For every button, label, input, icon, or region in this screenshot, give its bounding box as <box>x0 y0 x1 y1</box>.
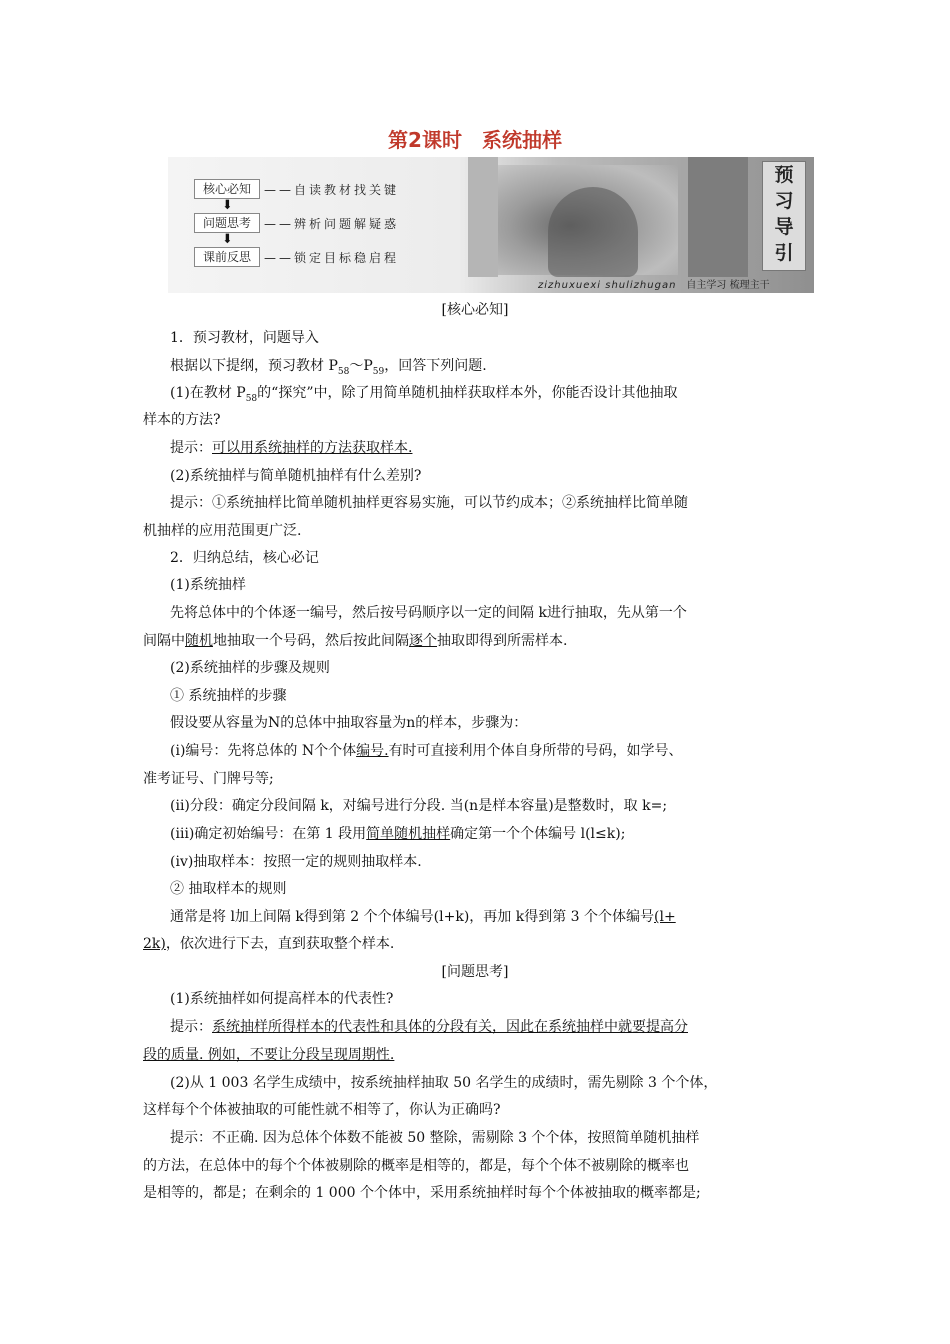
banner-box-core: 核心必知 <box>194 179 260 199</box>
text-line: (ⅰ)编号：先将总体的 N个个体编号.有时可直接利用个体自身所带的号码，如学号、 <box>170 743 683 759</box>
text-line: 提示：系统抽样所得样本的代表性和具体的分段有关，因此在系统抽样中就要提高分 <box>170 1019 688 1035</box>
text-line: 提示：①系统抽样比简单随机抽样更容易实施，可以节约成本；②系统抽样比简单随 <box>170 495 688 511</box>
section-heading-core: [核心必知] <box>441 302 509 318</box>
banner-text-reflect: ——锁定目标稳启程 <box>264 251 400 265</box>
text-line: 样本的方法? <box>143 412 221 428</box>
text-line: 1．预习教材，问题导入 <box>170 330 319 346</box>
badge-char: 预 <box>774 164 794 186</box>
text-line: 机抽样的应用范围更广泛. <box>143 523 302 539</box>
text-line: (1)在教材 $P_{58}$的“探究”中，除了用简单随机抽样获取样本外，你能否设计其他抽取 <box>170 385 678 404</box>
lesson-number: 第2课时 <box>388 128 462 152</box>
text-line: (1)系统抽样如何提高样本的代表性? <box>170 991 394 1007</box>
banner-box-reflect: 课前反思 <box>194 247 260 267</box>
text-line: (ⅲ)确定初始编号：在第 1 段用简单随机抽样确定第一个个体编号 l(l≤k); <box>170 826 626 842</box>
badge-char: 习 <box>774 190 794 212</box>
text-line: 段的质量. 例如，不要让分段呈现周期性. <box>143 1047 395 1063</box>
text-line: ① 系统抽样的步骤 <box>170 688 287 704</box>
text-line: 先将总体中的个体逐一编号，然后按号码顺序以一定的间隔 k进行抽取，先从第一个 <box>170 605 687 621</box>
banner-caption <box>538 276 770 291</box>
badge-char: 导 <box>774 216 794 238</box>
bookshelf <box>688 157 748 277</box>
preview-badge <box>762 161 806 271</box>
text-line: 2．归纳总结，核心必记 <box>170 550 319 566</box>
text-line: ② 抽取样本的规则 <box>170 881 287 897</box>
text-line: (ⅱ)分段：确定分段间隔 k，对编号进行分段. 当(n是样本容量)是整数时，取 k=; <box>170 798 668 814</box>
text-line: 间隔中随机地抽取一个号码，然后按此间隔逐个抽取即得到所需样本. <box>143 633 568 649</box>
text-line: (ⅳ)抽取样本：按照一定的规则抽取样本. <box>170 854 422 870</box>
bookshelf <box>468 157 498 277</box>
down-arrow-icon: ⬇ <box>222 232 233 247</box>
banner-text-core: ——自读教材找关键 <box>264 183 400 197</box>
text-line: (2)从 1 003 名学生成绩中，按系统抽样抽取 50 名学生的成绩时，需先剔除 3 个个体， <box>170 1075 718 1091</box>
preview-guide-banner <box>168 157 814 293</box>
text-line: 通常是将 l加上间隔 k得到第 2 个个体编号(l+k)，再加 k得到第 3 个个体编号(l+ <box>170 909 676 925</box>
badge-char: 引 <box>774 242 794 264</box>
text-line: 提示：不正确. 因为总体个体数不能被 50 整除，需剔除 3 个个体，按照简单随机抽样 <box>170 1130 700 1146</box>
text-line: (1)系统抽样 <box>170 577 246 593</box>
text-line: 这样每个个体被抽取的可能性就不相等了，你认为正确吗? <box>143 1102 501 1118</box>
down-arrow-icon: ⬇ <box>222 198 233 213</box>
text-line: 准考证号、门牌号等; <box>143 771 274 787</box>
text-line: 的方法，在总体中的每个个体被剔除的概率是相等的，都是，每个个体不被剔除的概率也 <box>143 1158 689 1174</box>
text-line: (2)系统抽样与简单随机抽样有什么差别? <box>170 468 422 484</box>
text-line: 提示：可以用系统抽样的方法获取样本. <box>170 440 413 456</box>
banner-text-think: ——辨析问题解疑惑 <box>264 217 400 231</box>
text-line: 2k)，依次进行下去，直到获取整个样本. <box>143 936 395 952</box>
section-heading-think: [问题思考] <box>441 964 509 980</box>
text-line: 根据以下提纲，预习教材 $P_{58}\sim P_{59}$，回答下列问题. <box>170 358 487 377</box>
text-line: 假设要从容量为N的总体中抽取容量为n的样本，步骤为： <box>170 715 528 731</box>
text-line: (2)系统抽样的步骤及规则 <box>170 660 330 676</box>
caption-chinese: 自主学习 梳理主干 <box>686 280 770 291</box>
caption-pinyin: zizhuxuexi shulizhugan <box>538 280 677 291</box>
text-line: 是相等的，都是；在剩余的 1 000 个个体中，采用系统抽样时每个个体被抽取的概率都是; <box>143 1185 701 1201</box>
page-title <box>0 124 950 153</box>
banner-box-think: 问题思考 <box>194 213 260 233</box>
lesson-topic: 系统抽样 <box>481 128 562 152</box>
reading-student <box>548 187 638 277</box>
